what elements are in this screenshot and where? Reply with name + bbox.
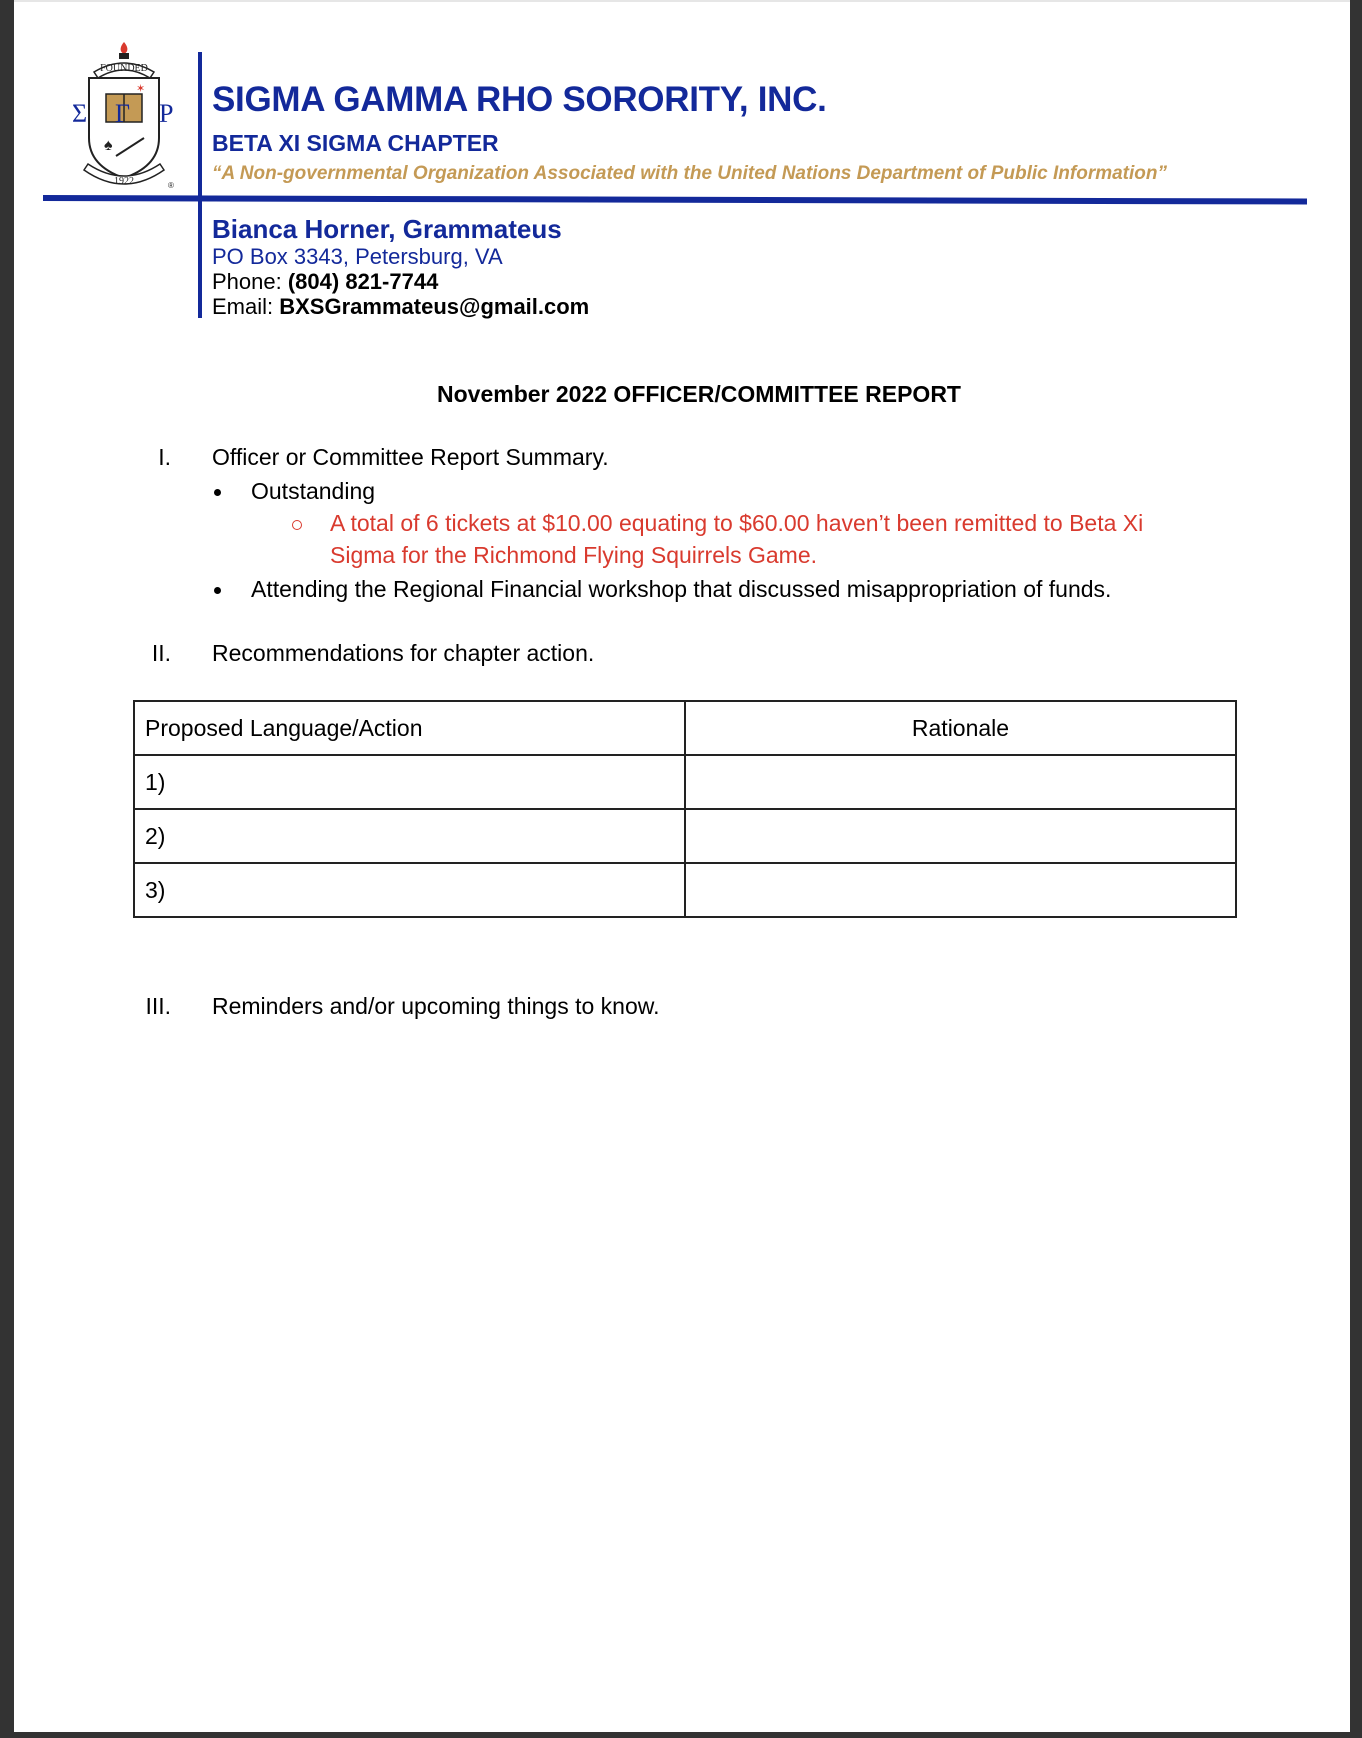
email-line [212, 294, 589, 320]
bullet-workshop: Attending the Regional Financial workshop that discussed misappropriation of funds. [251, 576, 1112, 602]
table-header-row [134, 701, 1236, 755]
chapter-name: BETA XI SIGMA CHAPTER [212, 130, 499, 156]
phone-line [212, 269, 438, 295]
outstanding-detail-line-1: A total of 6 tickets at $10.00 equating to $60.00 haven’t been remitted to Beta Xi [330, 510, 1144, 536]
circle-bullet-icon [292, 520, 302, 530]
report-title: November 2022 OFFICER/COMMITTEE REPORT [437, 381, 961, 407]
crest-rho: Ρ [159, 99, 174, 128]
bullet-icon [214, 489, 221, 496]
section-3-heading: Reminders and/or upcoming things to know. [212, 993, 660, 1019]
header-horizontal-rule [43, 195, 1307, 205]
section-2-heading: Recommendations for chapter action. [212, 640, 595, 666]
email-label: Email: [212, 294, 274, 319]
table-cell: 2) [134, 809, 685, 863]
table-cell: 3) [134, 863, 685, 917]
email-address: BXSGrammateus@gmail.com [279, 294, 590, 319]
table-header-proposed: Proposed Language/Action [134, 701, 685, 755]
crest-gamma: Γ [115, 99, 131, 128]
recommendations-table [133, 700, 1237, 918]
section-2-numeral: II. [151, 640, 171, 666]
section-1-heading: Officer or Committee Report Summary. [212, 444, 609, 470]
registered-mark: ® [168, 181, 174, 190]
crest-year: 1922 [114, 176, 134, 187]
table-row [134, 863, 1236, 917]
crest-sigma: Σ [72, 99, 88, 128]
organization-tagline: “A Non-governmental Organization Associated with the United Nations Department of Public Information” [212, 163, 1167, 184]
bullet-icon [214, 587, 221, 594]
bullet-outstanding: Outstanding [251, 478, 376, 504]
table-cell [685, 809, 1236, 863]
section-3-numeral: III. [145, 993, 171, 1019]
phone-number: (804) 821-7744 [287, 269, 439, 294]
table-row [134, 755, 1236, 809]
table-header-rationale: Rationale [685, 701, 1236, 755]
sorority-crest-icon [64, 38, 184, 198]
outstanding-detail-line-2: Sigma for the Richmond Flying Squirrels Game. [330, 542, 818, 568]
phone-label: Phone: [212, 269, 282, 294]
table-row [134, 809, 1236, 863]
mailing-address: PO Box 3343, Petersburg, VA [212, 244, 503, 269]
section-1-numeral: I. [158, 444, 171, 470]
document-page [14, 0, 1350, 1732]
table-cell [685, 863, 1236, 917]
organization-name: SIGMA GAMMA RHO SORORITY, INC. [212, 80, 827, 119]
page-edge [14, 0, 1350, 2]
svg-text:✶: ✶ [136, 83, 146, 95]
header-vertical-rule [198, 52, 202, 318]
table-cell: 1) [134, 755, 685, 809]
officer-name: Bianca Horner, Grammateus [212, 214, 562, 244]
svg-text:♠: ♠ [104, 137, 113, 154]
table-cell [685, 755, 1236, 809]
crest-banner-text: FOUNDED [100, 63, 148, 74]
